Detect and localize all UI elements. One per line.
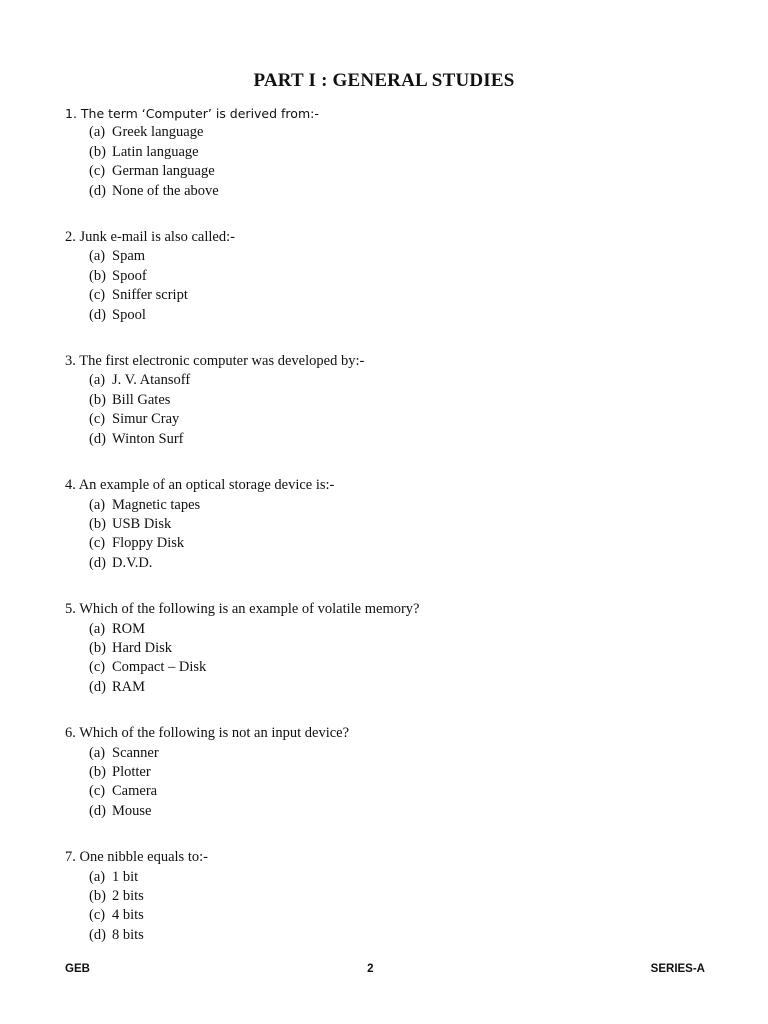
option-letter: (b) [89, 888, 106, 904]
option-text: Spoof [112, 267, 147, 284]
option-d [65, 306, 705, 325]
booklet-code: GEB [65, 963, 90, 975]
option-a [65, 123, 705, 142]
option-letter: (a) [89, 496, 106, 513]
option-letter: (a) [89, 372, 106, 389]
option-text: Spool [112, 306, 146, 323]
option-text: Scanner [112, 744, 159, 761]
option-c [65, 906, 705, 925]
option-text: 1 bit [112, 868, 139, 885]
option-letter: (d) [89, 678, 106, 695]
option-letter: (c) [89, 163, 106, 180]
option-b [65, 143, 705, 162]
option-b [65, 391, 705, 410]
series-label: SERIES-A [650, 963, 705, 975]
option-c [65, 286, 705, 305]
option-d [65, 554, 705, 573]
option-text: German language [112, 163, 215, 180]
option-text: Hard Disk [112, 639, 173, 656]
option-text: Spam [112, 248, 146, 265]
question-text: 6. Which of the following is not an input device? [65, 725, 350, 742]
option-text: 4 bits [112, 907, 144, 924]
option-letter: (a) [89, 124, 106, 141]
option-b [65, 763, 705, 782]
page-footer [65, 963, 705, 975]
option-d [65, 430, 705, 449]
option-letter: (a) [89, 868, 106, 885]
option-letter: (d) [89, 182, 106, 199]
option-text: Camera [112, 783, 158, 800]
option-text: ROM [112, 620, 146, 637]
option-letter: (a) [89, 744, 106, 761]
question-5 [65, 600, 705, 697]
option-text: Winton Surf [112, 430, 184, 447]
option-text: RAM [112, 678, 146, 695]
option-d [65, 802, 705, 821]
option-d [65, 182, 705, 201]
option-d [65, 678, 705, 697]
option-c [65, 162, 705, 181]
option-letter: (b) [89, 267, 106, 284]
page-title: PART I : GENERAL STUDIES [253, 70, 515, 91]
option-c [65, 658, 705, 677]
option-a [65, 496, 705, 515]
option-letter: (d) [89, 926, 106, 943]
option-b [65, 887, 705, 906]
option-a [65, 868, 705, 887]
question-list [65, 104, 705, 972]
option-letter: (b) [89, 391, 106, 408]
option-text: Latin language [112, 143, 199, 160]
option-letter: (c) [89, 535, 106, 552]
option-letter: (d) [89, 430, 106, 447]
page-number: 2 [367, 963, 374, 975]
option-c [65, 782, 705, 801]
question-6 [65, 724, 705, 821]
question-text: 4. An example of an optical storage device is:- [65, 477, 335, 494]
option-letter: (c) [89, 907, 106, 924]
option-text: Greek language [112, 124, 204, 141]
option-text: J. V. Atansoff [112, 372, 191, 389]
option-text: D.V.D. [112, 554, 153, 571]
question-3 [65, 352, 705, 449]
option-letter: (b) [89, 143, 106, 160]
option-text: Simur Cray [112, 411, 180, 428]
option-letter: (a) [89, 620, 106, 637]
option-text: None of the above [112, 182, 219, 199]
question-text: 7. One nibble equals to:- [65, 849, 208, 866]
option-c [65, 410, 705, 429]
option-b [65, 267, 705, 286]
option-text: Floppy Disk [112, 535, 185, 552]
option-letter: (b) [89, 639, 106, 656]
question-1 [65, 104, 705, 201]
question-text: 5. Which of the following is an example of volatile memory? [65, 601, 420, 618]
option-text: Compact – Disk [112, 659, 207, 676]
option-text: Bill Gates [112, 391, 171, 408]
option-letter: (d) [89, 554, 106, 571]
option-d [65, 926, 705, 945]
option-letter: (d) [89, 802, 106, 819]
option-letter: (c) [89, 659, 106, 676]
question-2 [65, 228, 705, 325]
option-a [65, 247, 705, 266]
question-text: 3. The first electronic computer was developed by:- [65, 353, 365, 370]
option-letter: (d) [89, 306, 106, 323]
option-text: Plotter [112, 763, 151, 780]
option-c [65, 534, 705, 553]
option-letter: (b) [89, 515, 106, 532]
option-text: 8 bits [112, 926, 144, 943]
option-text: Magnetic tapes [112, 496, 201, 513]
option-a [65, 371, 705, 390]
option-a [65, 620, 705, 639]
option-text: 2 bits [112, 888, 144, 904]
option-letter: (c) [89, 783, 106, 800]
option-b [65, 515, 705, 534]
option-text: USB Disk [112, 515, 172, 532]
option-letter: (c) [89, 411, 106, 428]
question-7 [65, 848, 705, 945]
question-text: 2. Junk e-mail is also called:- [65, 229, 235, 246]
option-text: Sniffer script [112, 287, 188, 304]
option-letter: (a) [89, 248, 106, 265]
option-a [65, 744, 705, 763]
option-text: Mouse [112, 802, 152, 819]
option-letter: (b) [89, 763, 106, 780]
option-b [65, 639, 705, 658]
option-letter: (c) [89, 287, 106, 304]
question-4 [65, 476, 705, 573]
question-text: 1. The term ‘Computer’ is derived from:- [65, 106, 319, 121]
